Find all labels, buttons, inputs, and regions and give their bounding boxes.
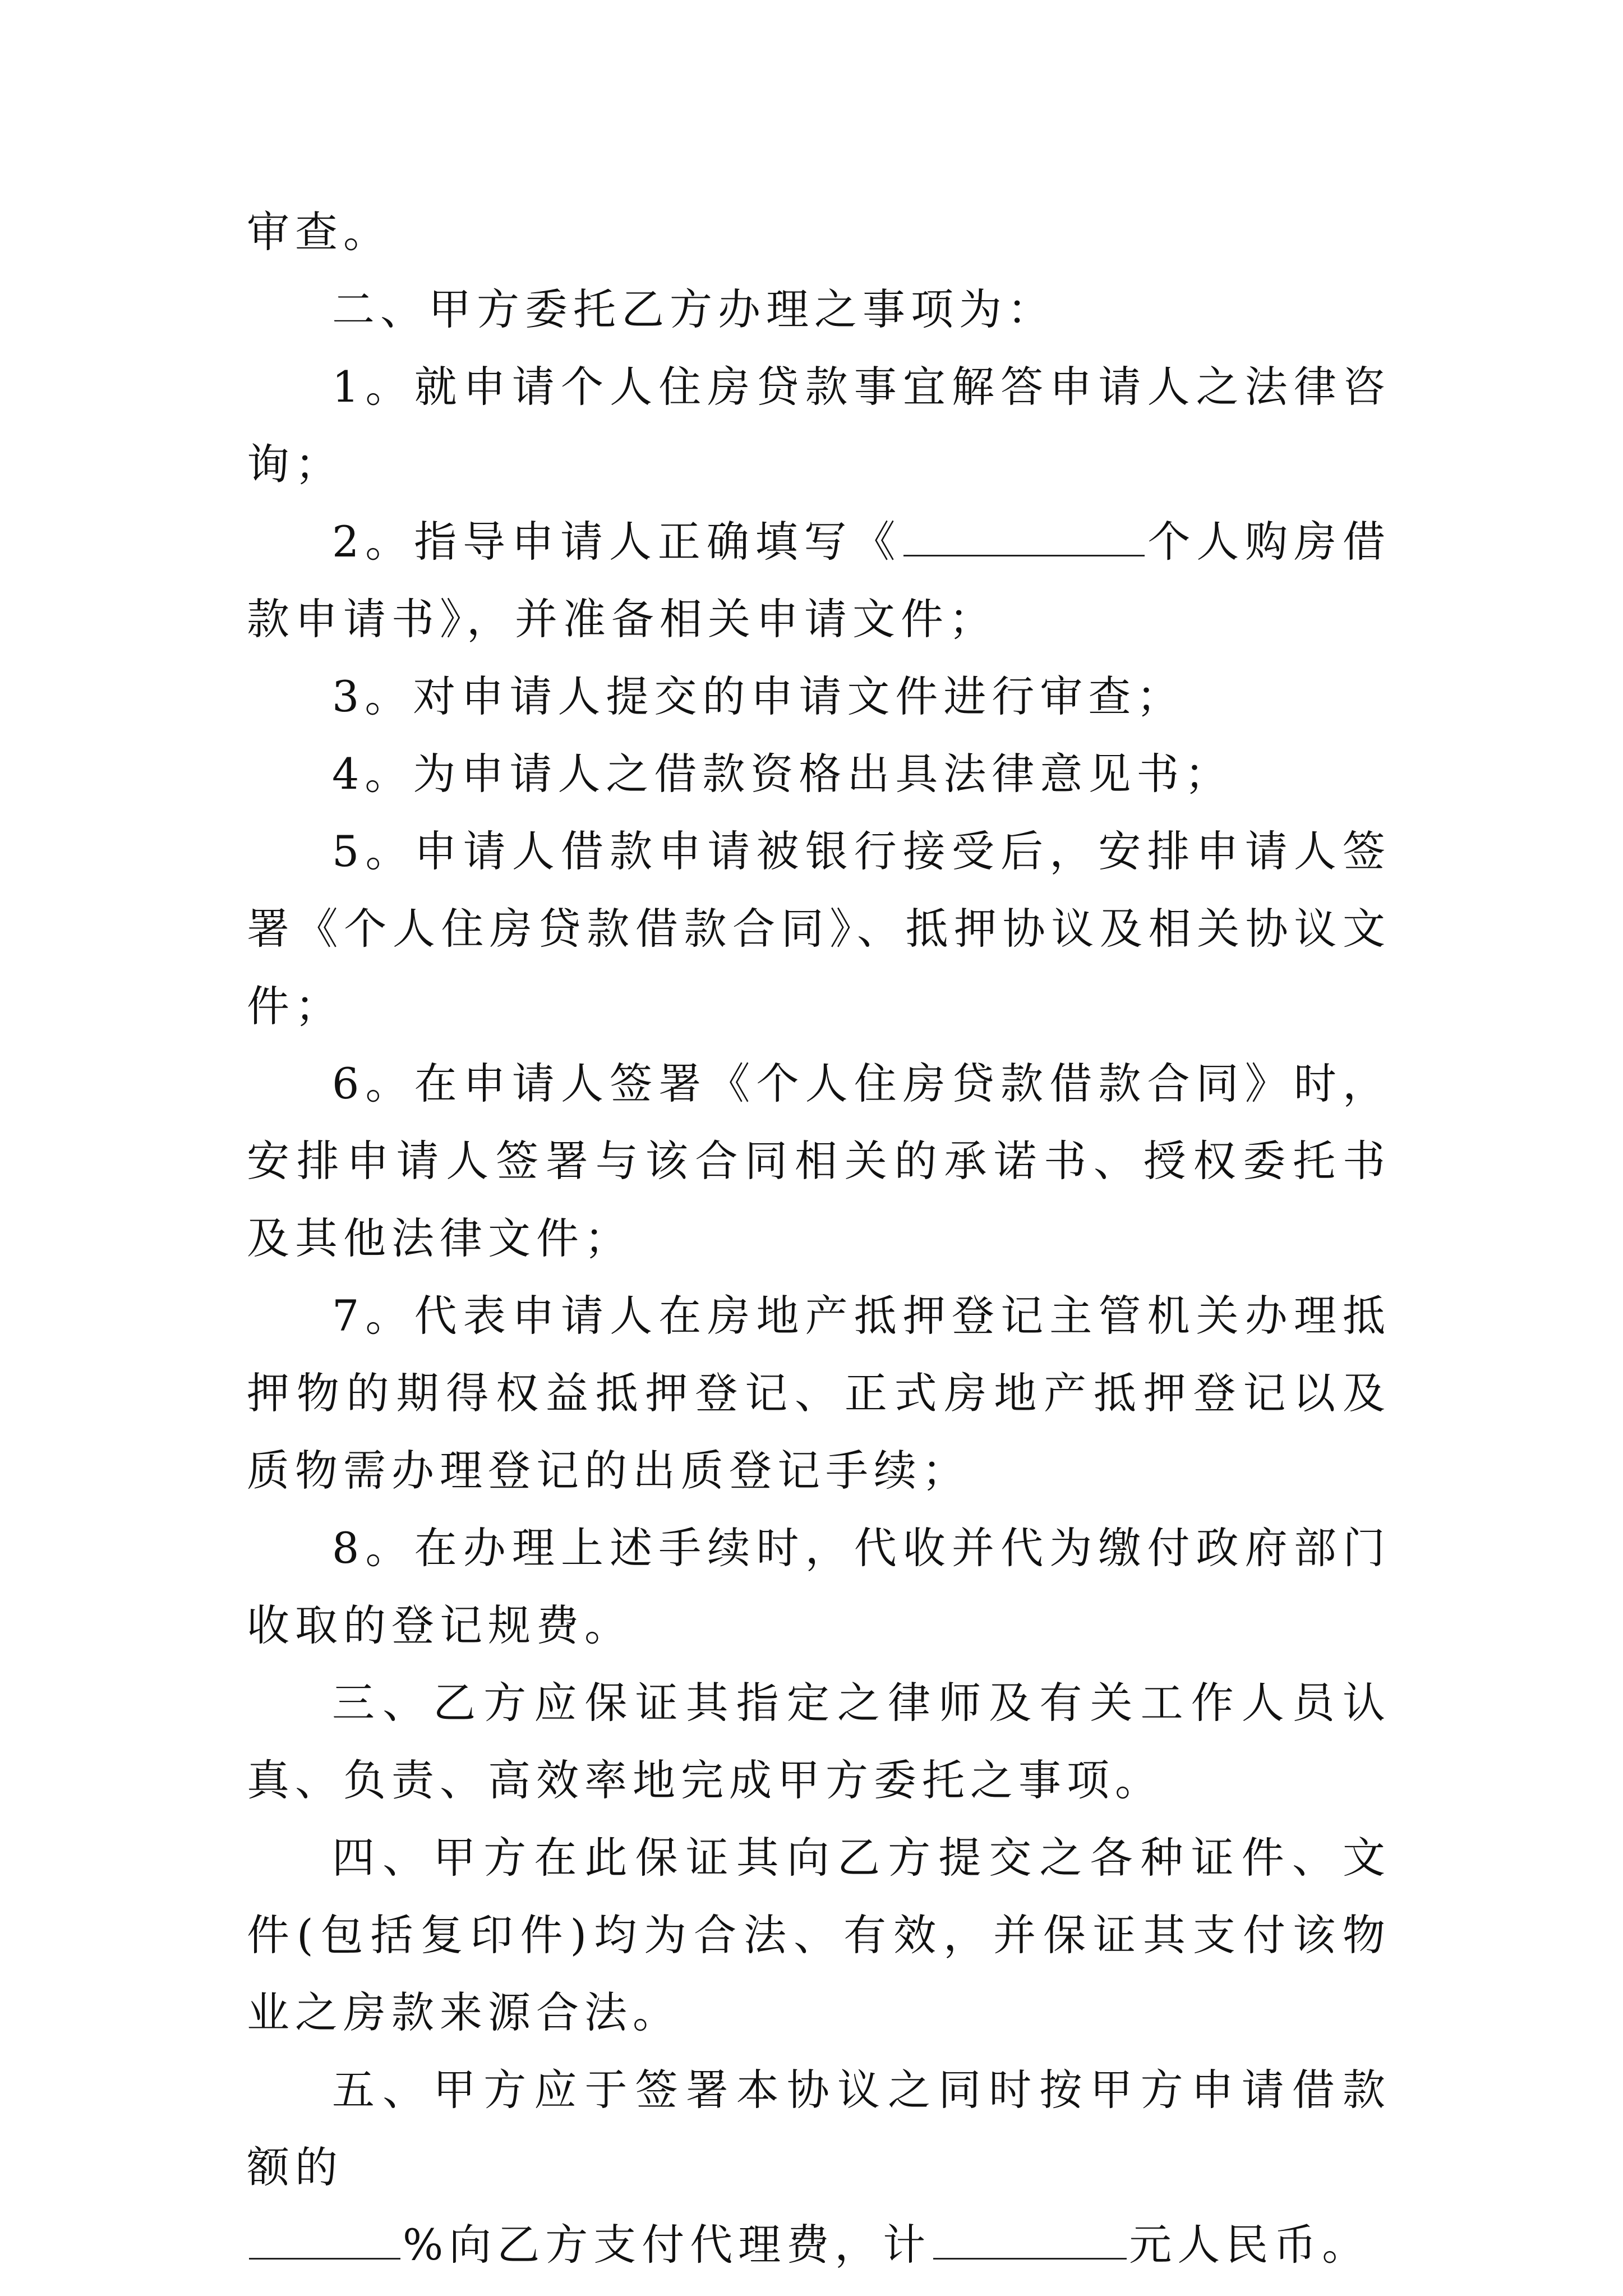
item-6: 6。在申请人签署《个人住房贷款借款合同》时，安排申请人签署与该合同相关的承诺书、授权委托书及其他法律文件；	[247, 1059, 1391, 1263]
fee-line-middle: %向乙方支付代理费，计	[403, 2220, 932, 2270]
clause-five-fee-line	[247, 2206, 1391, 2284]
bank-name-blank	[903, 514, 1145, 556]
item-2-suffix: 个人购房借款申请书》，并准备相关申请文件；	[247, 517, 1391, 644]
item-5: 5。申请人借款申请被银行接受后，安排申请人签署《个人住房贷款借款合同》、抵押协议及相关协议文件；	[247, 826, 1391, 1031]
paragraph-review-end: 审查。	[247, 207, 391, 257]
amount-blank	[933, 2217, 1127, 2260]
fee-line-end: 元人民币。	[1129, 2220, 1371, 2270]
item-3: 3。对申请人提交的申请文件进行审查；	[332, 671, 1185, 721]
clause-three: 三、乙方应保证其指定之律师及有关工作人员认真、负责、高效率地完成甲方委托之事项。	[247, 1678, 1391, 1805]
clause-five: 五、甲方应于签署本协议之同时按甲方申请借款额的	[247, 2065, 1391, 2192]
document-body	[247, 194, 1391, 2284]
item-4: 4。为申请人之借款资格出具法律意见书；	[332, 749, 1233, 799]
item-2	[247, 503, 1391, 658]
item-7: 7。代表申请人在房地产抵押登记主管机关办理抵押物的期得权益抵押登记、正式房地产抵押登记以及质物需办理登记的出质登记手续；	[247, 1291, 1391, 1496]
item-8: 8。在办理上述手续时，代收并代为缴付政府部门收取的登记规费。	[247, 1523, 1391, 1650]
item-2-prefix: 2。指导申请人正确填写《	[332, 517, 902, 567]
clause-four: 四、甲方在此保证其向乙方提交之各种证件、文件(包括复印件)均为合法、有效，并保证其支付该物业之房款来源合法。	[247, 1833, 1391, 2037]
percentage-blank	[249, 2217, 400, 2260]
item-1: 1。就申请个人住房贷款事宜解答申请人之法律咨询；	[247, 362, 1391, 489]
clause-two-heading: 二、甲方委托乙方办理之事项为：	[332, 284, 1055, 334]
